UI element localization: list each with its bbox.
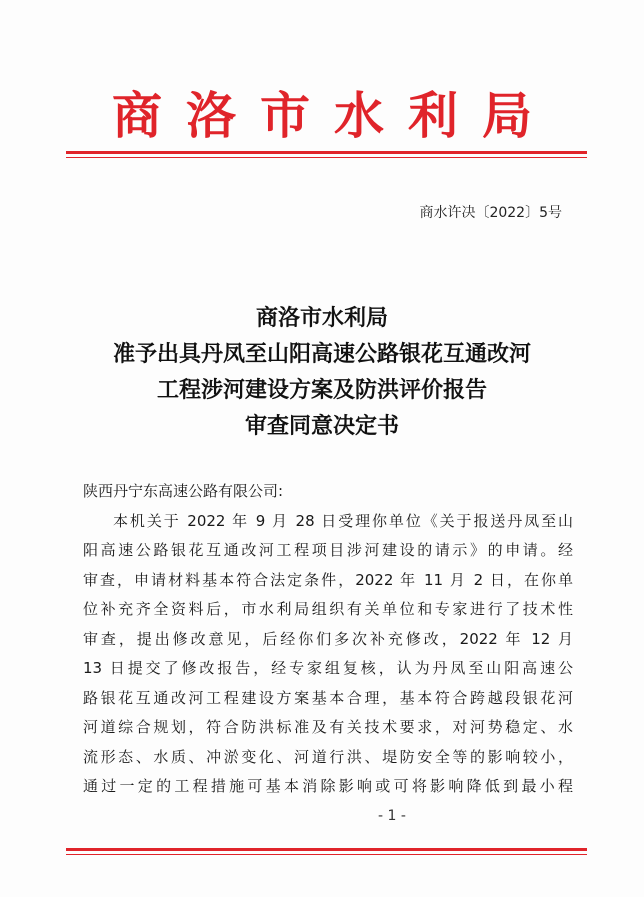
page-number: - 1 - [378, 808, 406, 824]
paragraph-line: 阳高速公路银花互通改河工程项目涉河建设的请示》的申请。经 [83, 541, 573, 559]
masthead-title: 商洛市水利局 [112, 86, 556, 145]
paragraph-line: 审查，提出修改意见，后经你们多次补充修改，2022 年 12 月 [83, 629, 573, 648]
masthead-rule-thin [66, 157, 587, 158]
paragraph-line: 位补充齐全资料后，市水利局组织有关单位和专家进行了技术性 [83, 600, 573, 618]
masthead-rule-thick [66, 151, 587, 154]
paragraph-line: 本机关于 2022 年 9 月 28 日受理你单位《关于报送丹凤至山 [113, 511, 573, 530]
footer-rule-thin [66, 854, 587, 855]
paragraph-line: 河道综合规划，符合防洪标准及有关技术要求，对河势稳定、水 [83, 718, 573, 736]
document-title [60, 300, 584, 444]
addressee: 陕西丹宁东高速公路有限公司: [83, 482, 284, 500]
paragraph-line: 通过一定的工程措施可基本消除影响或可将影响降低到最小程 [83, 777, 573, 795]
document-number: 商水许决〔2022〕5号 [419, 205, 562, 221]
title-line-2: 准予出具丹凤至山阳高速公路银花互通改河 [112, 341, 531, 367]
title-line-3: 工程涉河建设方案及防洪评价报告 [156, 377, 487, 403]
paragraph-line: 审查，申请材料基本符合法定条件，2022 年 11 月 2 日，在你单 [83, 570, 573, 589]
document-body [83, 477, 573, 802]
paragraph-line: 流形态、水质、冲淤变化、河道行洪、堤防安全等的影响较小， [83, 747, 573, 766]
paragraph-line: 13 日提交了修改报告，经专家组复核，认为丹凤至山阳高速公 [83, 659, 573, 677]
paragraph-line: 路银花互通改河工程建设方案基本合理，基本符合跨越段银花河 [83, 688, 573, 707]
title-line-4: 审查同意决定书 [244, 413, 399, 439]
footer-rule-thick [66, 848, 587, 851]
title-line-1: 商洛市水利局 [255, 305, 388, 331]
